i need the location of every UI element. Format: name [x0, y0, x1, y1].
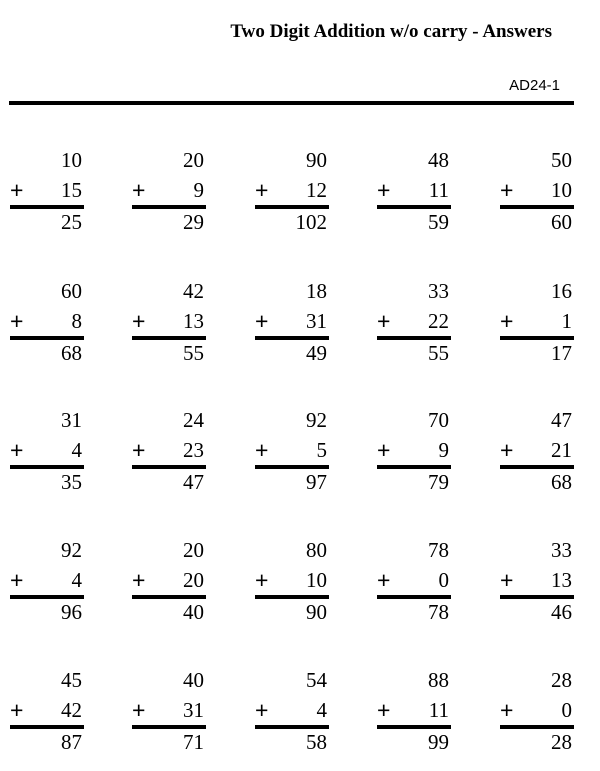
plus-sign: + — [255, 567, 269, 593]
answer-sum: 60 — [551, 210, 572, 234]
sum-underline — [132, 336, 206, 340]
addition-problem — [132, 279, 206, 379]
plus-sign: + — [500, 437, 514, 463]
first-addend: 80 — [306, 538, 327, 562]
plus-sign: + — [132, 697, 146, 723]
worksheet-code: AD24-1 — [509, 77, 560, 94]
second-addend: 10 — [306, 568, 327, 592]
plus-sign: + — [377, 177, 391, 203]
addition-problem — [377, 148, 451, 248]
plus-sign: + — [500, 697, 514, 723]
worksheet-title: Two Digit Addition w/o carry - Answers — [230, 21, 552, 42]
answer-sum: 49 — [306, 341, 327, 365]
sum-underline — [255, 725, 329, 729]
plus-sign: + — [255, 697, 269, 723]
answer-sum: 78 — [428, 600, 449, 624]
addition-problem — [377, 279, 451, 379]
second-addend: 4 — [316, 698, 327, 722]
first-addend: 20 — [183, 148, 204, 172]
second-addend: 8 — [71, 309, 82, 333]
second-addend: 4 — [71, 438, 82, 462]
answer-sum: 17 — [551, 341, 572, 365]
answer-sum: 47 — [183, 470, 204, 494]
first-addend: 42 — [183, 279, 204, 303]
second-addend: 5 — [316, 438, 327, 462]
sum-underline — [10, 595, 84, 599]
second-addend: 0 — [561, 698, 572, 722]
plus-sign: + — [500, 567, 514, 593]
addition-problem — [10, 668, 84, 768]
plus-sign: + — [132, 437, 146, 463]
answer-sum: 97 — [306, 470, 327, 494]
addition-problem — [132, 538, 206, 638]
second-addend: 12 — [306, 178, 327, 202]
answer-sum: 55 — [183, 341, 204, 365]
second-addend: 20 — [183, 568, 204, 592]
second-addend: 11 — [428, 178, 449, 202]
answer-sum: 79 — [428, 470, 449, 494]
first-addend: 88 — [428, 668, 449, 692]
second-addend: 9 — [438, 438, 449, 462]
answer-sum: 99 — [428, 730, 449, 754]
second-addend: 1 — [561, 309, 572, 333]
answer-sum: 29 — [183, 210, 204, 234]
second-addend: 42 — [61, 698, 82, 722]
addition-problem — [132, 408, 206, 508]
plus-sign: + — [255, 177, 269, 203]
addition-problem — [500, 538, 574, 638]
addition-problem — [255, 668, 329, 768]
second-addend: 22 — [428, 309, 449, 333]
plus-sign: + — [377, 567, 391, 593]
second-addend: 21 — [551, 438, 572, 462]
second-addend: 10 — [551, 178, 572, 202]
answer-sum: 55 — [428, 341, 449, 365]
sum-underline — [132, 595, 206, 599]
second-addend: 13 — [183, 309, 204, 333]
addition-problem — [500, 279, 574, 379]
answer-sum: 46 — [551, 600, 572, 624]
addition-problem — [500, 408, 574, 508]
first-addend: 45 — [61, 668, 82, 692]
sum-underline — [500, 336, 574, 340]
sum-underline — [377, 465, 451, 469]
answer-sum: 35 — [61, 470, 82, 494]
plus-sign: + — [500, 177, 514, 203]
first-addend: 92 — [306, 408, 327, 432]
addition-problem — [377, 408, 451, 508]
addition-problem — [500, 148, 574, 248]
plus-sign: + — [132, 308, 146, 334]
addition-problem — [255, 408, 329, 508]
sum-underline — [500, 465, 574, 469]
addition-problem — [377, 668, 451, 768]
plus-sign: + — [10, 697, 24, 723]
answer-sum: 102 — [295, 210, 327, 234]
plus-sign: + — [377, 308, 391, 334]
sum-underline — [500, 205, 574, 209]
addition-problem — [500, 668, 574, 768]
addition-problem — [10, 279, 84, 379]
first-addend: 18 — [306, 279, 327, 303]
addition-problem — [10, 538, 84, 638]
addition-problem — [377, 538, 451, 638]
sum-underline — [132, 205, 206, 209]
sum-underline — [10, 465, 84, 469]
answer-sum: 90 — [306, 600, 327, 624]
first-addend: 92 — [61, 538, 82, 562]
first-addend: 33 — [551, 538, 572, 562]
sum-underline — [255, 595, 329, 599]
sum-underline — [132, 465, 206, 469]
first-addend: 60 — [61, 279, 82, 303]
answer-sum: 71 — [183, 730, 204, 754]
addition-problem — [255, 538, 329, 638]
answer-sum: 68 — [61, 341, 82, 365]
first-addend: 78 — [428, 538, 449, 562]
answer-sum: 96 — [61, 600, 82, 624]
first-addend: 28 — [551, 668, 572, 692]
addition-problem — [10, 408, 84, 508]
plus-sign: + — [377, 697, 391, 723]
addition-problem — [132, 148, 206, 248]
second-addend: 11 — [428, 698, 449, 722]
plus-sign: + — [10, 177, 24, 203]
sum-underline — [377, 725, 451, 729]
second-addend: 23 — [183, 438, 204, 462]
sum-underline — [377, 595, 451, 599]
addition-problem — [255, 279, 329, 379]
sum-underline — [500, 595, 574, 599]
sum-underline — [10, 725, 84, 729]
plus-sign: + — [132, 177, 146, 203]
plus-sign: + — [500, 308, 514, 334]
answer-sum: 28 — [551, 730, 572, 754]
sum-underline — [255, 205, 329, 209]
first-addend: 90 — [306, 148, 327, 172]
header-divider — [9, 101, 574, 105]
plus-sign: + — [255, 437, 269, 463]
first-addend: 40 — [183, 668, 204, 692]
answer-sum: 58 — [306, 730, 327, 754]
first-addend: 16 — [551, 279, 572, 303]
sum-underline — [255, 465, 329, 469]
plus-sign: + — [255, 308, 269, 334]
first-addend: 48 — [428, 148, 449, 172]
second-addend: 31 — [183, 698, 204, 722]
sum-underline — [377, 205, 451, 209]
first-addend: 33 — [428, 279, 449, 303]
sum-underline — [255, 336, 329, 340]
plus-sign: + — [10, 308, 24, 334]
answer-sum: 68 — [551, 470, 572, 494]
first-addend: 50 — [551, 148, 572, 172]
sum-underline — [10, 205, 84, 209]
plus-sign: + — [10, 567, 24, 593]
answer-sum: 59 — [428, 210, 449, 234]
second-addend: 9 — [193, 178, 204, 202]
first-addend: 10 — [61, 148, 82, 172]
second-addend: 13 — [551, 568, 572, 592]
plus-sign: + — [377, 437, 391, 463]
plus-sign: + — [10, 437, 24, 463]
second-addend: 4 — [71, 568, 82, 592]
answer-sum: 40 — [183, 600, 204, 624]
first-addend: 20 — [183, 538, 204, 562]
addition-problem — [132, 668, 206, 768]
addition-problem — [10, 148, 84, 248]
first-addend: 47 — [551, 408, 572, 432]
sum-underline — [377, 336, 451, 340]
addition-problem — [255, 148, 329, 248]
answer-sum: 25 — [61, 210, 82, 234]
second-addend: 15 — [61, 178, 82, 202]
first-addend: 24 — [183, 408, 204, 432]
second-addend: 31 — [306, 309, 327, 333]
second-addend: 0 — [438, 568, 449, 592]
sum-underline — [10, 336, 84, 340]
answer-sum: 87 — [61, 730, 82, 754]
sum-underline — [132, 725, 206, 729]
sum-underline — [500, 725, 574, 729]
first-addend: 54 — [306, 668, 327, 692]
plus-sign: + — [132, 567, 146, 593]
first-addend: 70 — [428, 408, 449, 432]
first-addend: 31 — [61, 408, 82, 432]
